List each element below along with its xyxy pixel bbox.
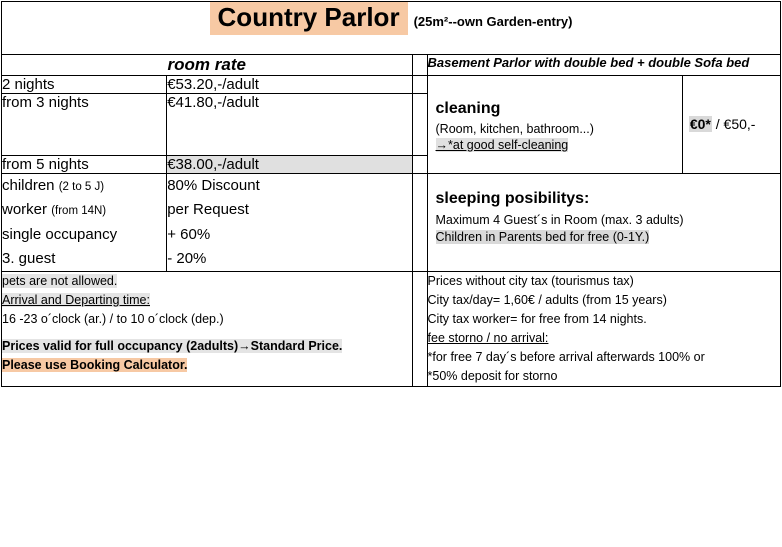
- spacer-cell-5: [412, 272, 427, 387]
- footer-storno-line-2: *50% deposit for storno: [427, 369, 558, 384]
- footer-arrival-title: Arrival and Departing time:: [2, 292, 150, 307]
- table-row-title: [2, 2, 781, 55]
- empty-cell-2: [682, 76, 780, 94]
- page-title: Country Parlor: [210, 2, 408, 35]
- extra-value-children: 80% Discount: [167, 177, 260, 194]
- table-row-footer: [2, 272, 781, 387]
- extra-value-third-guest: - 20%: [167, 249, 207, 267]
- rate-label-from-5-nights: from 5 nights: [2, 156, 167, 174]
- table-row: [2, 174, 781, 272]
- extra-note-children: (2 to 5 J): [58, 181, 105, 193]
- footer-prices-valid: Prices valid for full occupancy (2adults)→Standard Price.: [2, 339, 343, 354]
- spacer-cell-4: [412, 174, 427, 272]
- footer-storno-line-1: *for free 7 day´s before arrival afterwards 100% or: [427, 350, 705, 365]
- rate-label-from-3-nights: from 3 nights: [2, 94, 167, 156]
- cleaning-block: [427, 94, 682, 156]
- footer-pets: pets are not allowed.: [2, 274, 118, 289]
- extra-label-single-occupancy: single occupancy: [2, 225, 118, 243]
- empty-cell-3: [427, 156, 682, 174]
- extra-label-children: children (2 to 5 J): [2, 177, 105, 194]
- sleeping-block: [427, 174, 780, 272]
- extra-label-third-guest: 3. guest: [2, 249, 56, 267]
- footer-tax-line-1: Prices without city tax (tourismus tax): [427, 274, 634, 289]
- cleaning-price-free: €0*: [689, 115, 711, 132]
- table-row: [2, 156, 781, 174]
- footer-right-block: [427, 272, 780, 387]
- basement-description-header: Basement Parlor with double bed + double Sofa bed: [427, 55, 780, 76]
- extras-label-column: [2, 174, 167, 272]
- extra-label-worker: worker (from 14N): [2, 201, 107, 219]
- extras-value-column: [167, 174, 412, 272]
- page-subtitle: (25m²--own Garden-entry): [413, 14, 573, 29]
- cleaning-note: →*at good self-cleaning: [435, 137, 569, 152]
- table-row: [2, 94, 781, 156]
- footer-tax-line-2: City tax/day= 1,60€ / adults (from 15 years): [427, 293, 667, 308]
- spacer-cell-2: [412, 94, 427, 156]
- rate-price-from-3-nights: €41.80,-/adult: [167, 94, 412, 156]
- footer-left-block: [2, 272, 413, 387]
- price-table: [1, 1, 781, 387]
- title-cell: [2, 2, 781, 55]
- sleeping-line-1: Maximum 4 Guest´s in Room (max. 3 adults): [435, 213, 684, 227]
- footer-arrival-times: 16 -23 o´clock (ar.) / to 10 o´clock (dep.): [2, 311, 224, 326]
- extra-value-single-occupancy: + 60%: [167, 225, 211, 243]
- empty-cell-1: [427, 76, 682, 94]
- spacer-cell-3: [412, 156, 427, 174]
- rate-label-2-nights: 2 nights: [2, 76, 167, 94]
- rate-price-2-nights: €53.20,-/adult: [167, 76, 412, 94]
- table-row-header: [2, 55, 781, 76]
- spacer-cell-header: [412, 55, 427, 76]
- cleaning-price-cell: [682, 94, 780, 156]
- price-sheet: [0, 1, 782, 547]
- footer-storno-title: fee storno / no arrival:: [427, 331, 549, 346]
- footer-tax-line-3: City tax worker= for free from 14 nights.: [427, 312, 647, 327]
- spacer-cell-1: [412, 76, 427, 94]
- extra-value-worker: per Request: [167, 201, 249, 219]
- footer-booking-calculator: Please use Booking Calculator.: [2, 358, 188, 373]
- empty-cell-4: [682, 156, 780, 174]
- sleeping-line-2: Children in Parents bed for free (0-1Y.): [435, 230, 650, 244]
- rate-price-from-5-nights: €38.00,-/adult: [167, 156, 412, 174]
- extra-note-worker: (from 14N): [51, 205, 107, 218]
- room-rate-header: room rate: [2, 55, 413, 76]
- table-row: [2, 76, 781, 94]
- cleaning-title: cleaning: [435, 99, 501, 117]
- sleeping-title: sleeping posibilitys:: [435, 190, 590, 207]
- cleaning-detail: (Room, kitchen, bathroom...): [435, 121, 594, 136]
- cleaning-price-rest: / €50,-: [715, 115, 756, 132]
